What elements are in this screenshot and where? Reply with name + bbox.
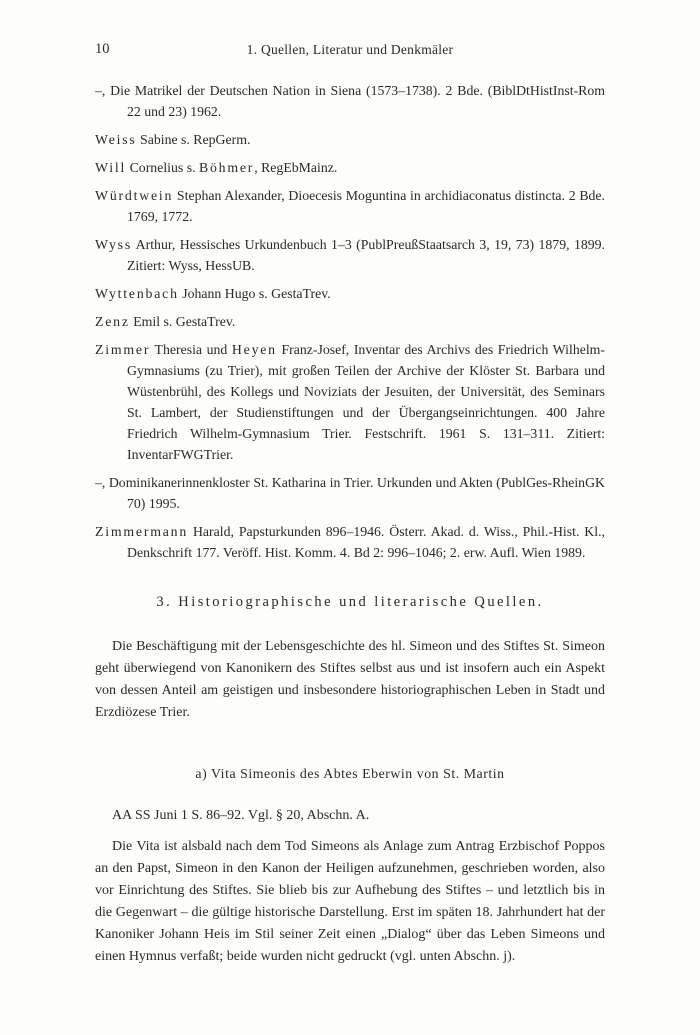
entry-text: Theresia und: [150, 342, 232, 357]
author-name: Böhmer: [198, 160, 255, 175]
author-name: Wyttenbach: [95, 286, 179, 301]
entry-text: –, Dominikanerinnenkloster St. Katharina in Trier. Urkunden und Akten (PublGes-RheinGK 70) 1995.: [95, 475, 605, 511]
entry-text: Johann Hugo s. GestaTrev.: [178, 286, 331, 301]
bibliography-entry: [95, 339, 605, 465]
author-name: Will: [95, 160, 127, 175]
entry-text: –, Die Matrikel der Deutschen Nation in Siena (1573–1738). 2 Bde. (BiblDtHistInst-Rom 22 und 23) 1962.: [95, 83, 605, 119]
section-heading: 3. Historiographische und literarische Quellen.: [156, 594, 544, 610]
author-name: Wyss: [95, 237, 133, 252]
entry-text: Harald, Papsturkunden 896–1946. Österr. Akad. d. Wiss., Phil.-Hist. Kl., Denkschrift 177. Veröff. Hist. Komm. 4. Bd 2: 996–1046; 2. erw. Aufl. Wien 1989.: [127, 524, 605, 560]
bibliography-list: [95, 80, 605, 563]
author-name: Zimmer: [95, 342, 151, 357]
entry-text: Cornelius s.: [126, 160, 199, 175]
entry-text: , RegEbMainz.: [254, 160, 338, 175]
entry-text: Arthur, Hessisches Urkundenbuch 1–3 (PublPreußStaatsarch 3, 19, 73) 1879, 1899. Zitiert: Wyss, HessUB.: [127, 237, 605, 273]
bibliography-entry: [95, 80, 605, 122]
entry-text: Stephan Alexander, Dioecesis Moguntina in archidiaconatus distincta. 2 Bde. 1769, 1772.: [127, 188, 605, 224]
author-name: Weiss: [95, 132, 137, 147]
author-name: Zimmermann: [95, 524, 189, 539]
running-head: [95, 40, 605, 59]
author-name: Heyen: [231, 342, 277, 357]
section-paragraph: Die Beschäftigung mit der Lebensgeschichte des hl. Simeon und des Stiftes St. Simeon geht überwiegend von Kanonikern des Stiftes selbst aus und ist insofern auch ein Aspekt von dessen Anteil am geistigen und insbesondere historiographischen Leben in Stadt und Erzdiözese Trier.: [95, 639, 605, 720]
entry-text: Emil s. GestaTrev.: [129, 314, 236, 329]
bibliography-entry: [95, 185, 605, 227]
bibliography-entry: [95, 157, 605, 178]
bibliography-entry: [95, 283, 605, 304]
reference-line: AA SS Juni 1 S. 86–92. Vgl. § 20, Abschn. A.: [112, 808, 370, 823]
bibliography-entry: [95, 521, 605, 563]
bibliography-entry: [95, 311, 605, 332]
subsection-heading: a) Vita Simeonis des Abtes Eberwin von St. Martin: [195, 766, 505, 781]
bibliography-entry: [95, 129, 605, 150]
page-number: 10: [95, 41, 110, 57]
bibliography-entry: [95, 234, 605, 276]
author-name: Würdtwein: [95, 188, 174, 203]
bibliography-entry: [95, 472, 605, 514]
subsection-paragraph: Die Vita ist alsbald nach dem Tod Simeons als Anlage zum Antrag Erzbischof Poppos an den Papst, Simeon in den Kanon der Heiligen aufzunehmen, geschrieben worden, also vor Einrichtung des Stiftes. Sie blieb bis zur Aufhebung des Stiftes – und letztlich bis in die Gegenwart – die gültige historische Darstellung. Erst im späten 18. Jahrhundert hat der Kanoniker Johann Heis im Stil seiner Zeit einen „Dialog“ über das Leben Simeons und einen Hymnus verfaßt; beide wurden nicht gedruckt (vgl. unten Abschn. j).: [95, 839, 605, 964]
author-name: Zenz: [95, 314, 130, 329]
entry-text: Franz-Josef, Inventar des Archivs des Friedrich Wilhelm-Gymnasiums (zu Trier), mit großen Teilen der Archive der Klöster St. Barbara und Wüstenbrühl, des Kollegs und Noviziats der Jesuiten, der Universität, des Seminars St. Lambert, der Studienstiftungen und der Übergangseinrichtungen. 400 Jahre Friedrich Wilhelm-Gymnasium Trier. Festschrift. 1961 S. 131–311. Zitiert: InventarFWGTrier.: [127, 342, 606, 462]
entry-text: Sabine s. RepGerm.: [136, 132, 251, 147]
running-header-title: 1. Quellen, Literatur und Denkmäler: [246, 42, 454, 57]
